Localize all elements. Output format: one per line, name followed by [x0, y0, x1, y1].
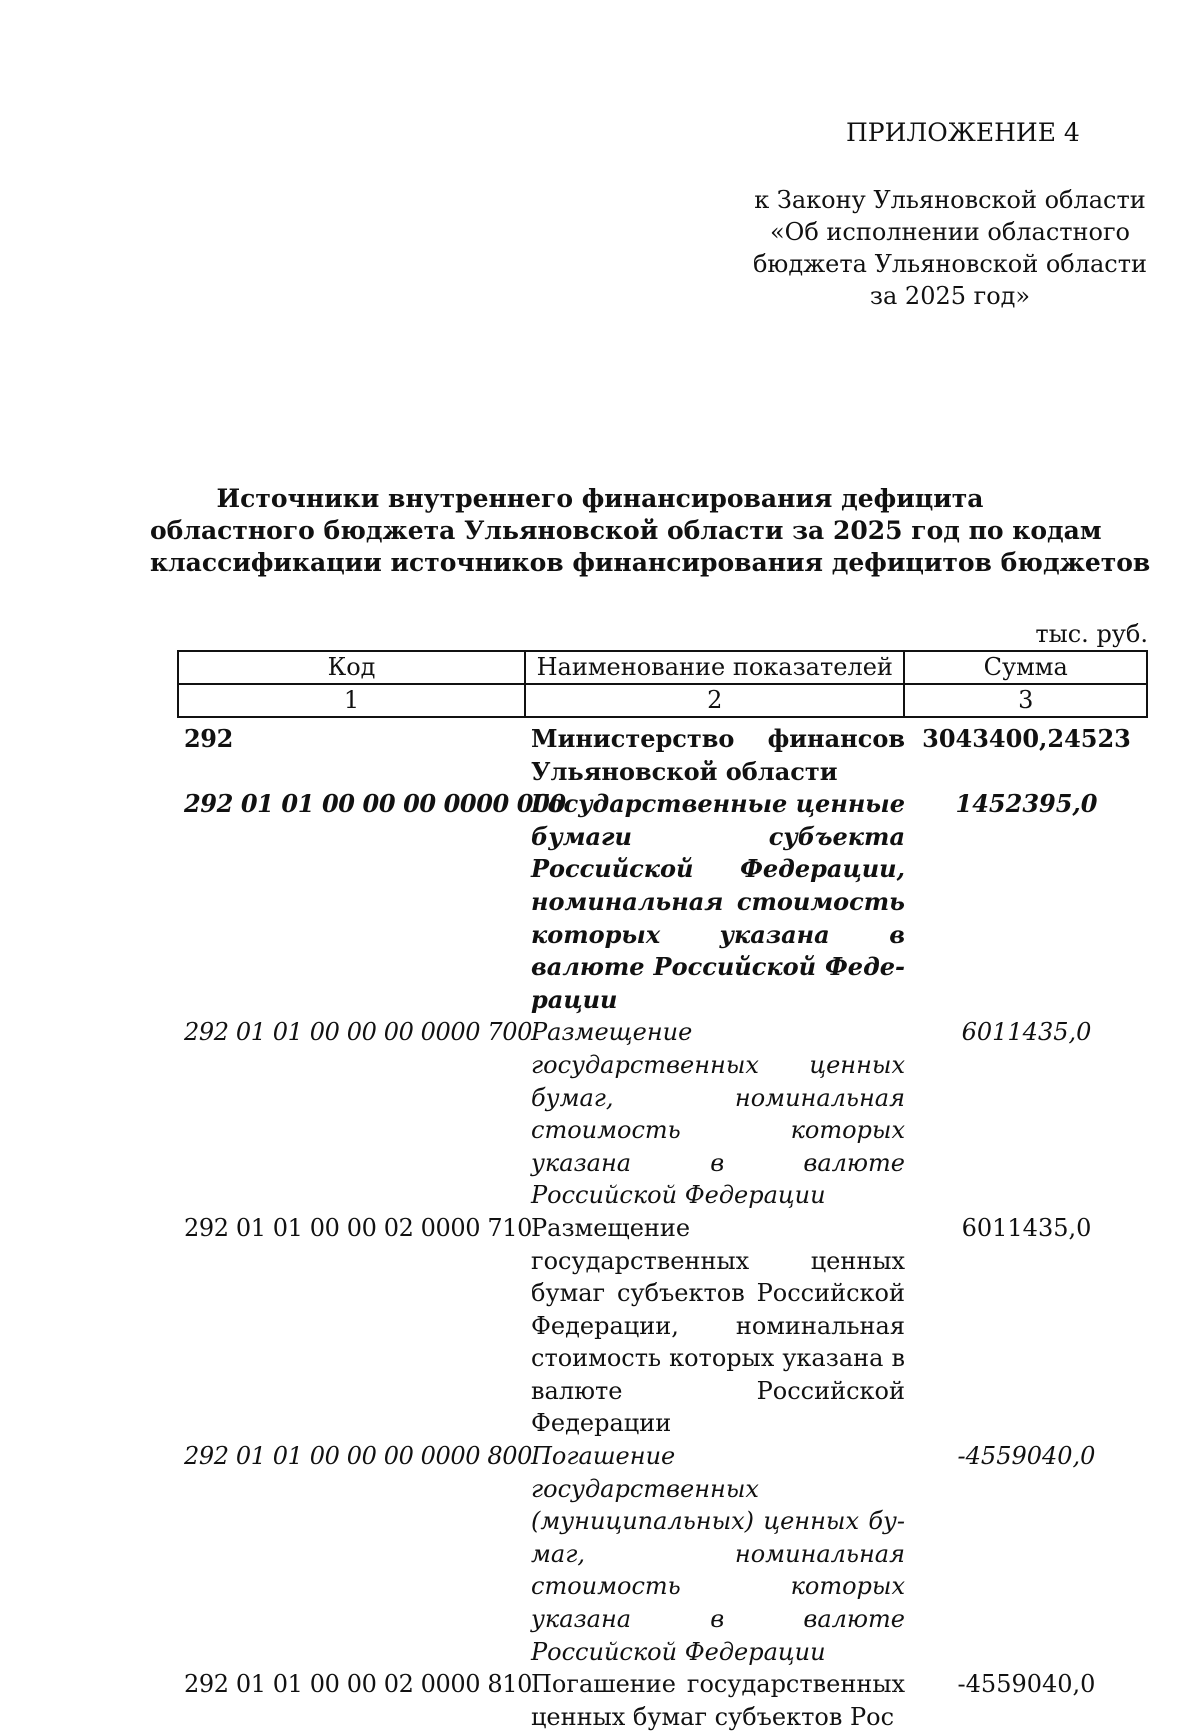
- header-number-row: [178, 684, 1147, 717]
- row-sum: -4559040,0: [957, 1670, 1096, 1699]
- law-reference-line: за 2025 год»: [869, 282, 1031, 310]
- table-row: [177, 723, 1148, 788]
- document-title-line: областного бюджета Ульяновской области за 2025 год по кодам: [150, 516, 1102, 545]
- row-code: 292 01 01 00 00 00 0000 800: [184, 1442, 532, 1471]
- table-row: [177, 1212, 1148, 1440]
- header-number-2: 2: [525, 684, 904, 717]
- header-number-1: 1: [178, 684, 525, 717]
- table-row: [177, 1016, 1148, 1212]
- table-row: [177, 788, 1148, 1016]
- header-number-3: 3: [904, 684, 1147, 717]
- row-code: 292 01 01 00 00 02 0000 710: [184, 1213, 532, 1242]
- row-name: Размещение государственных ценных бумаг субъектов Российской Федерации, номинальная стоимость которых указана в валюте Российской Федерации: [531, 1213, 905, 1438]
- header-code: Код: [178, 651, 525, 684]
- units-label: тыс. руб.: [1035, 620, 1148, 648]
- document-title-line: классификации источников финансирования дефицитов бюджетов: [150, 548, 1151, 577]
- row-sum: 3043400,24523: [922, 724, 1131, 753]
- law-reference-line: к Закону Ульяновской области: [754, 186, 1146, 214]
- header-sum: Сумма: [904, 651, 1147, 684]
- law-reference-line: бюджета Ульяновской области: [752, 250, 1148, 278]
- row-sum: 1452395,0: [955, 789, 1098, 819]
- row-name: Размещение государственных ценных бумаг, номинальная стоимость которых указана в валюте Российской Федерации: [531, 1018, 905, 1210]
- header-name: Наименование показателей: [525, 651, 904, 684]
- row-sum: -4559040,0: [957, 1442, 1096, 1471]
- table-header: [177, 650, 1148, 718]
- document-title-line: Источники внутреннего финансирования дефицита: [216, 484, 984, 513]
- header-row: [178, 651, 1147, 684]
- row-code: 292 01 01 00 00 02 0000 810: [184, 1670, 532, 1699]
- law-reference-line: «Об исполнении областного: [769, 218, 1131, 246]
- row-sum: 6011435,0: [961, 1213, 1092, 1242]
- appendix-title: ПРИЛОЖЕНИЕ 4: [846, 118, 1080, 147]
- table-row: [177, 1668, 1148, 1733]
- row-name: Государственные ценные бумаги субъекта Российской Федерации, номинальная стоимость которых указана в валюте Российской Федерации: [531, 789, 905, 1014]
- row-name: Погашение государственных (муниципальных) ценных бумаг, номинальная стоимость которых указана в валюте Российской Федерации: [531, 1442, 905, 1666]
- row-code: 292 01 01 00 00 00 0000 700: [184, 1018, 532, 1047]
- document-title: [150, 483, 1151, 579]
- row-sum: 6011435,0: [961, 1018, 1092, 1047]
- row-code: 292: [184, 724, 233, 753]
- row-name: Министерство финансов Ульяновской области: [531, 724, 905, 786]
- table-row: [177, 1440, 1148, 1668]
- row-name: Погашение государственных ценных бумаг субъектов Рос: [531, 1670, 905, 1731]
- table-body: [177, 723, 1148, 1733]
- row-code: 292 01 01 00 00 00 0000 000: [184, 789, 566, 819]
- law-reference: [740, 184, 1160, 312]
